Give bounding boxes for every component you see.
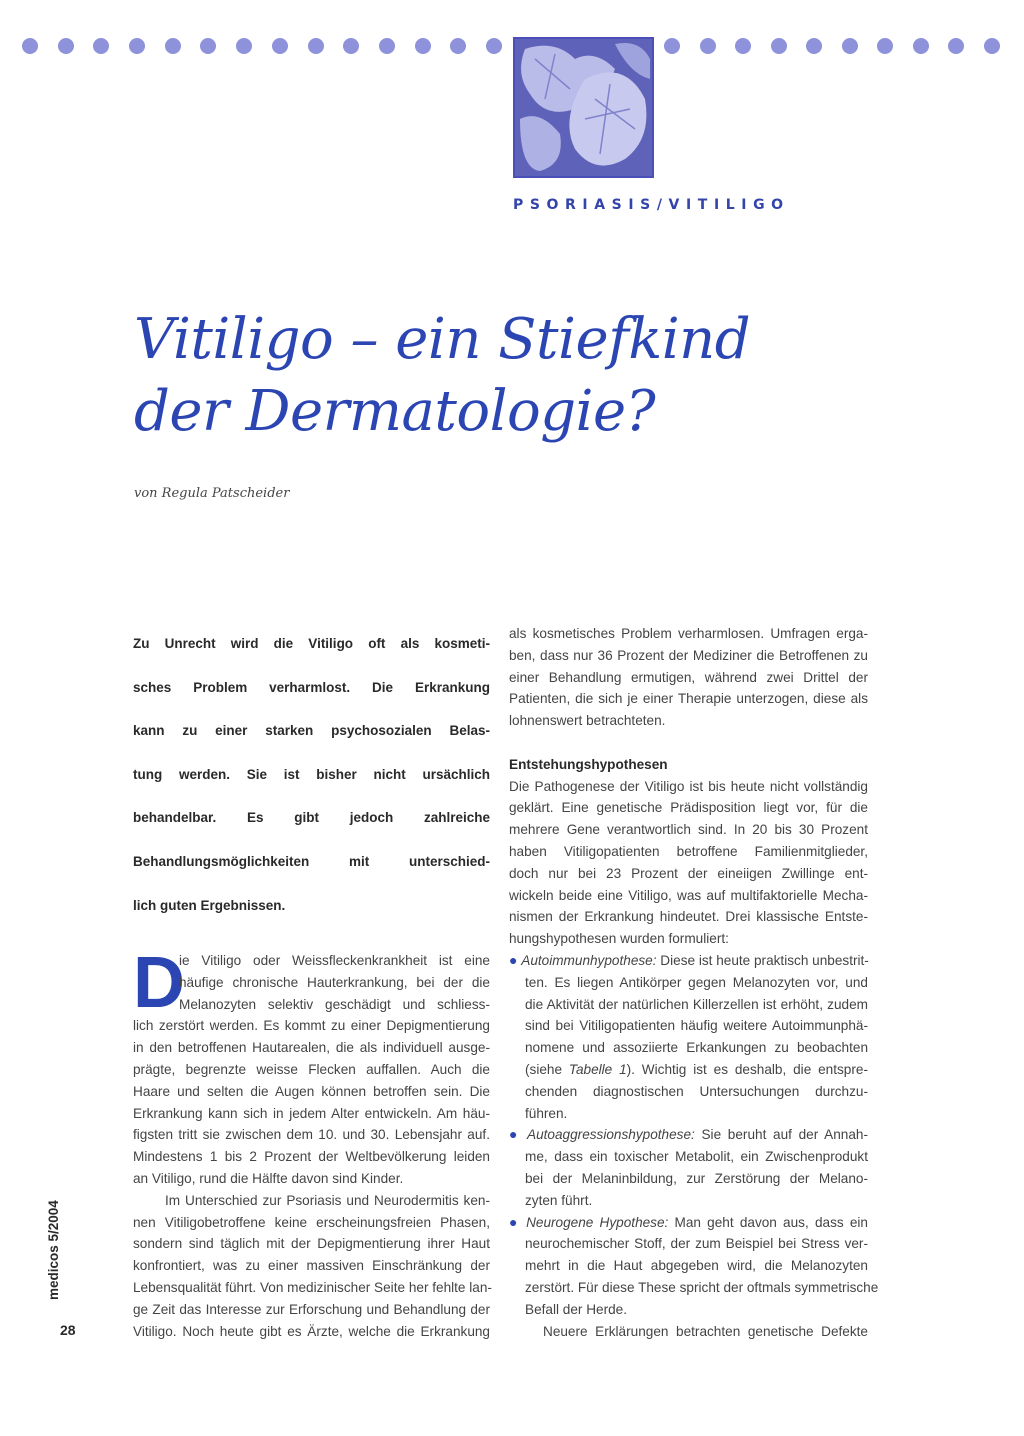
left-column-body [133, 943, 492, 1342]
body-line: zerstört. Für diese These spricht der oftmals symmetrische [525, 1279, 879, 1295]
body-line: Haare und selten die Augen können betroffen sein. Die [133, 1083, 490, 1099]
bullet-item [509, 1212, 868, 1234]
bullet-term: Autoaggressionshypothese: [527, 1127, 695, 1143]
bullet-item [509, 950, 868, 972]
lead-paragraph [133, 622, 490, 927]
table-ref: Tabelle 1 [568, 1061, 627, 1077]
body-line: ten. Es liegen Antikörper gegen Melanozyten vor, und [525, 974, 868, 990]
decor-dot [58, 38, 74, 54]
decor-dot [735, 38, 751, 54]
decor-dot [415, 38, 431, 54]
bullet-icon: ● [509, 1126, 521, 1143]
body-line: konfrontiert, was zu einer massiven Einschränkung der [133, 1258, 490, 1274]
decor-dot [771, 38, 787, 54]
decor-dot [272, 38, 288, 54]
decor-dot [700, 38, 716, 54]
body-line: chenden diagnostischen Untersuchungen durchzu- [525, 1083, 868, 1099]
body-line: ie Vitiligo oder Weissfleckenkrankheit ist eine [179, 953, 490, 968]
decor-dot [200, 38, 216, 54]
body-line: mehrere Gene verantwortlich sind. In 20 bis 30 Prozent [509, 822, 868, 838]
article-title [134, 304, 750, 448]
decor-dot [486, 38, 502, 54]
body-line: wickeln beide eine Vitiligo, was auf multifaktorielle Mecha- [509, 887, 868, 903]
body-line: nen Vitiligobetroffene keine erscheinungsfreien Phasen, [133, 1214, 490, 1230]
body-line: sind bei Vitiligopatienten häufig weitere Autoimmunphä- [525, 1018, 868, 1034]
section-heading: Entstehungshypothesen [509, 756, 668, 772]
lead-line: kann zu einer starken psychosozialen Belas- [133, 723, 490, 739]
table-ref-post: ). Wichtig ist es deshalb, die entspre- [626, 1061, 868, 1077]
table-ref-pre: (siehe [525, 1061, 569, 1077]
body-line: me, dass ein toxischer Metabolit, ein Zwischenprodukt [525, 1149, 868, 1165]
decor-dot [913, 38, 929, 54]
body-line: mehrt in die Haut abgegeben wird, die Melanozyten [525, 1258, 868, 1274]
bullet-icon: ● [509, 1213, 520, 1230]
decor-dot [877, 38, 893, 54]
body-line [509, 1059, 868, 1081]
bullet-text: Man geht davon aus, dass ein [668, 1214, 868, 1230]
decor-dot [308, 38, 324, 54]
body-line: doch nur bei 23 Prozent der eineiigen Zwillinge ent- [509, 865, 868, 881]
body-line: nomene und assoziierte Erkankungen zu beobachten [525, 1040, 868, 1056]
lead-line: Zu Unrecht wird die Vitiligo oft als kosmeti- [133, 636, 490, 651]
decor-dot [379, 38, 395, 54]
page-number: 28 [60, 1322, 76, 1338]
body-line: in den betroffenen Hautarealen, die als individuell ausge- [133, 1040, 490, 1056]
dot-row-left [22, 38, 502, 54]
lead-line: lich guten Ergebnissen. [133, 897, 286, 913]
decor-dot [236, 38, 252, 54]
body-line: Die Pathogenese der Vitiligo ist bis heute nicht vollständig [509, 778, 868, 794]
skin-psoriasis-photo-icon [513, 37, 654, 178]
bullet-text: Sie beruht auf der Annah- [694, 1127, 868, 1143]
body-line: haben Vitiligopatienten betroffene Familienmitglieder, [509, 843, 868, 859]
body-line: ben, dass nur 36 Prozent der Mediziner die Betroffenen zu [509, 647, 868, 663]
dot-row-right [664, 38, 1000, 54]
decor-dot [664, 38, 680, 54]
body-line: bei der Melaninbildung, zur Zerstörung der Melano- [525, 1170, 868, 1186]
body-line: sondern sind täglich mit der Depigmentierung ihrer Haut [133, 1236, 490, 1252]
body-line: Mindestens 1 bis 2 Prozent der Weltbevölkerung leiden [133, 1149, 490, 1165]
decor-dot [806, 38, 822, 54]
bullet-text: Diese ist heute praktisch unbestrit- [656, 952, 869, 968]
body-line: Neuere Erklärungen betrachten genetische Defekte [543, 1323, 868, 1339]
body-line: häufige chronische Hauterkrankung, bei der die [179, 974, 490, 990]
body-line: Melanozyten selektiv geschädigt und schliess- [179, 996, 490, 1012]
right-column-body [509, 623, 879, 1342]
body-line: führen. [525, 1105, 568, 1121]
section-label: PSORIASIS/VITILIGO [513, 197, 790, 213]
lead-line: behandelbar. Es gibt jedoch zahlreiche [133, 810, 490, 826]
decor-dot [165, 38, 181, 54]
bullet-icon: ● [509, 951, 518, 968]
body-line: als kosmetisches Problem verharmlosen. Umfragen erga- [509, 626, 868, 641]
body-line: Erkrankung kann sich in jedem Alter entwickeln. Am häu- [133, 1105, 490, 1121]
journal-issue: medicos 5/2004 [46, 1200, 61, 1300]
body-line: Lebensqualität führt. Von medizinischer Seite her fehlte lan- [133, 1279, 492, 1295]
body-line: Befall der Herde. [525, 1301, 628, 1317]
bullet-term: Neurogene Hypothese: [526, 1214, 669, 1230]
body-line: an Vitiligo, rund die Hälfte davon sind Kinder. [133, 1170, 404, 1186]
lead-line: tung werden. Sie ist bisher nicht ursächlich [133, 766, 490, 782]
body-line: lich zerstört werden. Es kommt zu einer Depigmentierung [133, 1018, 490, 1034]
body-line: neurochemischer Stoff, der zum Beispiel bei Stress ver- [525, 1236, 868, 1252]
decor-dot [984, 38, 1000, 54]
author-byline: von Regula Patscheider [134, 486, 290, 501]
title-line-1: Vitiligo – ein Stiefkind [134, 307, 751, 372]
decor-dot [93, 38, 109, 54]
decor-dot [22, 38, 38, 54]
decor-dot [948, 38, 964, 54]
body-line: hungshypothesen wurden formuliert: [509, 931, 729, 947]
body-line: prägte, begrenzte weisse Flecken auffallen. Auch die [133, 1061, 490, 1077]
bullet-item [509, 1124, 868, 1146]
body-line: einer Behandlung ermutigen, während zwei Drittel der [509, 669, 868, 685]
title-line-2: der Dermatologie? [134, 379, 656, 444]
body-line: Im Unterschied zur Psoriasis und Neurodermitis ken- [165, 1192, 490, 1208]
body-line: nismen der Erkrankung hindeutet. Drei klassische Entste- [509, 909, 868, 925]
body-line: geklärt. Eine genetische Prädisposition liegt vor, für die [509, 800, 868, 816]
body-line: figsten tritt sie zwischen dem 10. und 30. Lebensjahr auf. [133, 1127, 490, 1143]
decor-dot [842, 38, 858, 54]
bullet-term: Autoimmunhypothese: [521, 952, 657, 968]
skin-texture-image [515, 39, 652, 176]
body-line: zyten führt. [525, 1192, 593, 1208]
drop-cap: D [133, 943, 185, 1023]
body-line: Patienten, die sich je einer Therapie unterzogen, diese als [509, 691, 868, 707]
decor-dot [129, 38, 145, 54]
body-line: ge Zeit das Interesse zur Erforschung und Behandlung der [133, 1301, 490, 1317]
lead-line: sches Problem verharmlost. Die Erkrankung [133, 679, 490, 695]
body-line: Vitiligo. Noch heute gibt es Ärzte, welche die Erkrankung [133, 1323, 490, 1339]
body-line: die Aktivität der natürlichen Killerzellen ist erhöht, zudem [525, 996, 868, 1012]
decor-dot [450, 38, 466, 54]
body-line: lohnenswert betrachteten. [509, 713, 666, 729]
decor-dot [343, 38, 359, 54]
lead-line: Behandlungsmöglichkeiten mit unterschied- [133, 853, 490, 869]
